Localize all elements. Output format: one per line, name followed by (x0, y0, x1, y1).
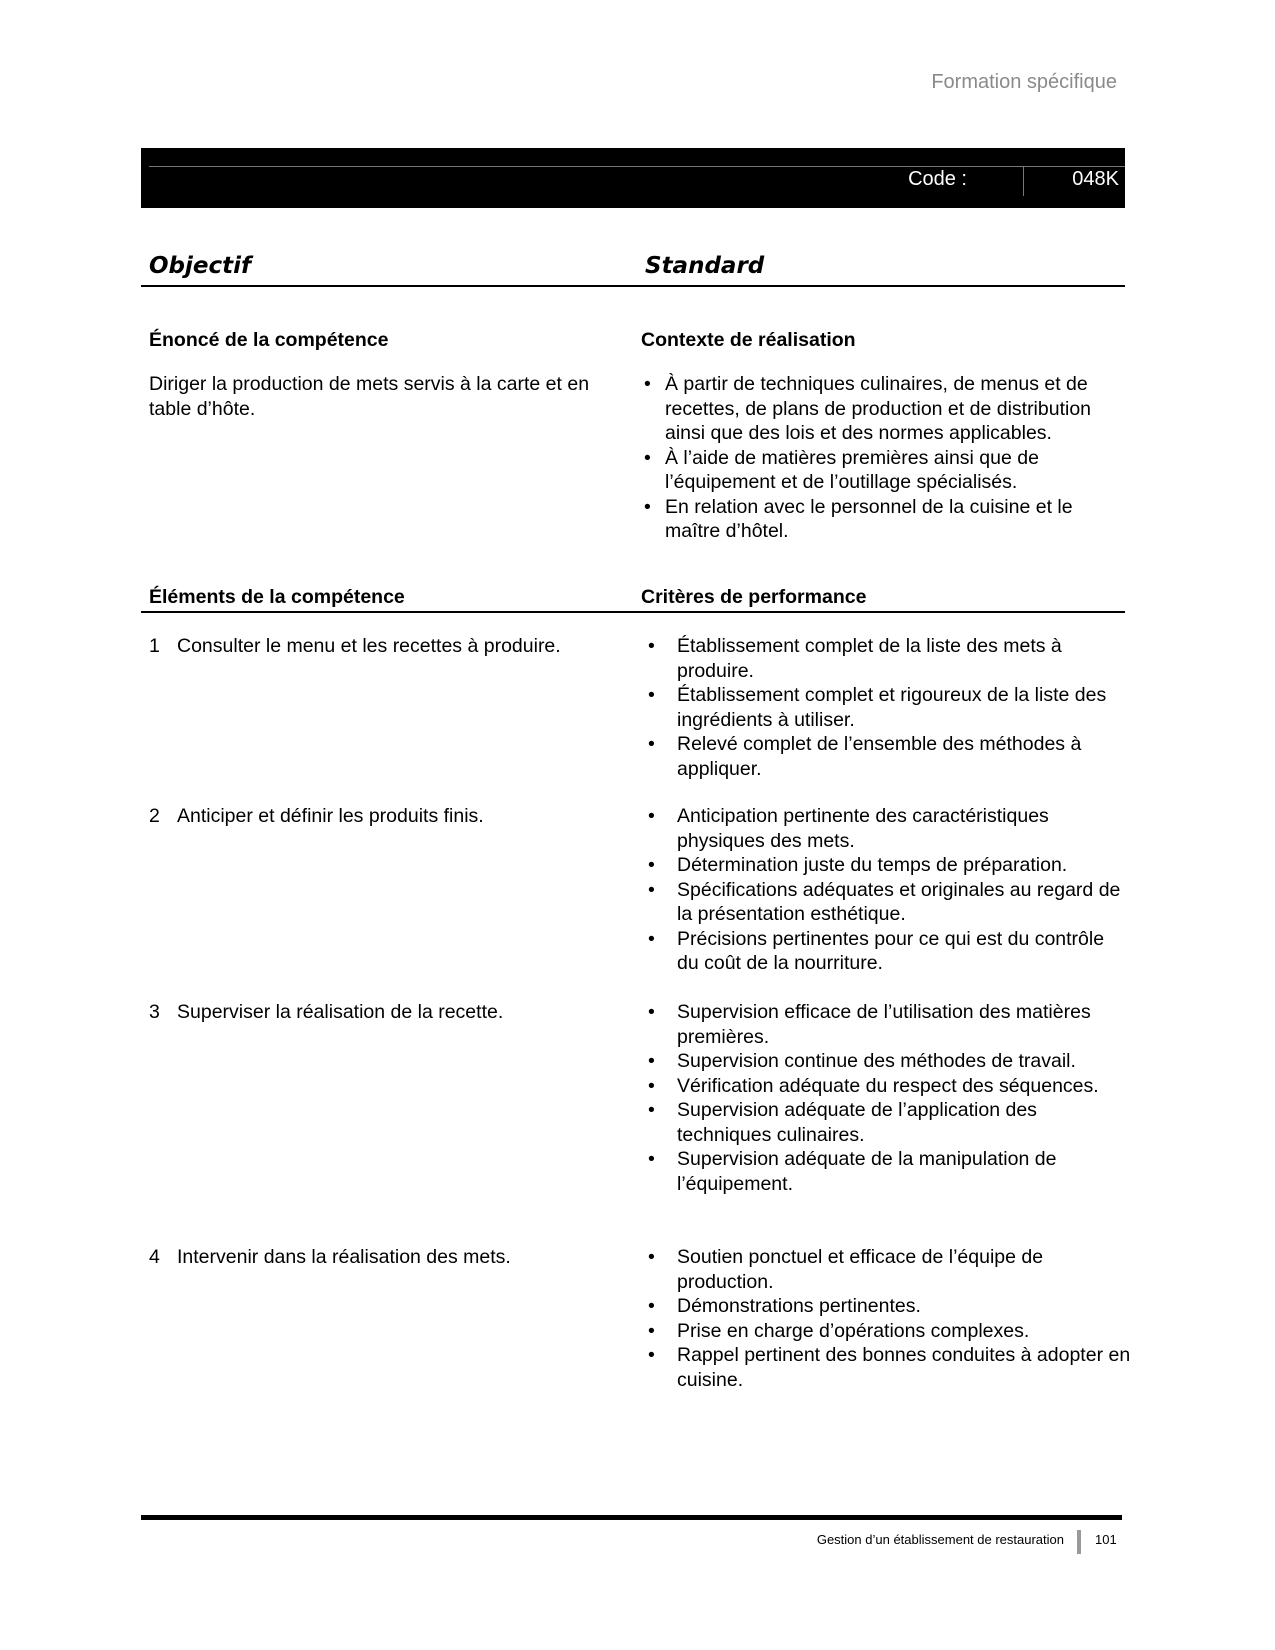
bullet-icon: • (644, 495, 651, 518)
list-item (641, 1319, 1131, 1344)
footer-rule (141, 1515, 1122, 1520)
list-item (641, 927, 1131, 976)
list-item-text: Supervision efficace de l’utilisation des matières premières. (677, 1001, 1091, 1048)
bullet-icon: • (644, 373, 651, 395)
section-rule (141, 611, 1125, 613)
list-item (641, 683, 1131, 732)
element-number: 2 (149, 805, 160, 827)
footer-separator (1077, 1530, 1081, 1554)
criteria-list (641, 1245, 1131, 1392)
list-item-text: En relation avec le personnel de la cuisine et le maître d’hôtel. (665, 495, 1073, 542)
objectif-title: Objectif (149, 253, 252, 279)
contexte-heading: Contexte de réalisation (641, 329, 856, 351)
list-item (641, 1074, 1131, 1099)
element-text: Superviser la réalisation de la recette. (177, 1001, 504, 1023)
bullet-icon: • (648, 1295, 655, 1317)
bullet-icon: • (648, 1246, 655, 1268)
running-header: Formation spécifique (931, 71, 1117, 93)
bullet-icon: • (648, 733, 655, 755)
bullet-icon: • (648, 878, 655, 901)
bullet-icon: • (648, 684, 655, 706)
bullet-icon: • (648, 805, 655, 827)
criteria-list (641, 1000, 1131, 1196)
element-item (149, 1000, 629, 1025)
bullet-icon: • (648, 1099, 655, 1121)
criteres-heading: Critères de performance (641, 586, 867, 608)
banner-separator (1023, 166, 1024, 196)
element-item (149, 634, 629, 659)
list-item (641, 1147, 1131, 1196)
bullet-icon: • (648, 1148, 655, 1170)
code-label: Code : (908, 168, 967, 190)
list-item-text: Supervision adéquate de l’application des techniques culinaires. (677, 1099, 1037, 1146)
code-banner (141, 148, 1125, 208)
bullet-icon: • (648, 1074, 655, 1097)
list-item-text: Spécifications adéquates et originales au regard de la présentation esthétique. (677, 878, 1121, 925)
list-item-text: Précisions pertinentes pour ce qui est du contrôle du coût de la nourriture. (677, 927, 1105, 974)
element-text: Intervenir dans la réalisation des mets. (177, 1246, 511, 1268)
list-item (641, 1245, 1131, 1294)
list-item (644, 372, 1124, 446)
list-item (644, 446, 1124, 495)
bullet-icon: • (648, 1344, 655, 1366)
bullet-icon: • (648, 635, 655, 657)
list-item-text: Démonstrations pertinentes. (677, 1295, 921, 1317)
element-item (149, 804, 629, 829)
list-item (641, 732, 1131, 781)
contexte-list (644, 372, 1124, 544)
bullet-icon: • (644, 446, 651, 469)
list-item (644, 495, 1124, 544)
list-item-text: Supervision adéquate de la manipulation de l’équipement. (677, 1148, 1057, 1195)
list-item-text: À l’aide de matières premières ainsi que de l’équipement et de l’outillage spécialisés. (665, 446, 1039, 493)
code-value: 048K (1072, 168, 1119, 190)
list-item-text: Établissement complet et rigoureux de la liste des ingrédients à utiliser. (677, 684, 1107, 731)
list-item (641, 1098, 1131, 1147)
bullet-icon: • (648, 1050, 655, 1072)
list-item-text: Prise en charge d’opérations complexes. (677, 1319, 1030, 1342)
list-item (641, 1049, 1131, 1074)
list-item (641, 1294, 1131, 1319)
enonce-text: Diriger la production de mets servis à la carte et en table d’hôte. (149, 373, 590, 420)
list-item-text: Soutien ponctuel et efficace de l’équipe de production. (677, 1246, 1044, 1293)
list-item-text: Établissement complet de la liste des mets à produire. (677, 635, 1062, 682)
bullet-icon: • (648, 927, 655, 950)
bullet-icon: • (648, 1319, 655, 1342)
footer-title: Gestion d’un établissement de restauration (816, 1532, 1064, 1547)
list-item (641, 1000, 1131, 1049)
list-item (641, 878, 1131, 927)
criteria-list (641, 804, 1131, 976)
list-item-text: Anticipation pertinente des caractéristiques physiques des mets. (677, 805, 1049, 852)
element-text: Anticiper et définir les produits finis. (177, 805, 484, 827)
list-item (641, 1343, 1131, 1392)
list-item-text: Rappel pertinent des bonnes conduites à adopter en cuisine. (677, 1344, 1131, 1391)
list-item (641, 853, 1131, 878)
list-item (641, 804, 1131, 853)
element-number: 3 (149, 1001, 160, 1023)
standard-title: Standard (645, 253, 765, 279)
bullet-icon: • (648, 1001, 655, 1023)
list-item-text: Supervision continue des méthodes de travail. (677, 1050, 1076, 1072)
list-item-text: À partir de techniques culinaires, de menus et de recettes, de plans de production et de distribution ainsi que des lois et des normes applicables. (665, 373, 1092, 444)
list-item-text: Vérification adéquate du respect des séquences. (677, 1074, 1099, 1097)
element-text: Consulter le menu et les recettes à produire. (177, 635, 561, 657)
section-rule (141, 285, 1125, 287)
list-item-text: Détermination juste du temps de préparation. (677, 854, 1068, 876)
element-item (149, 1245, 629, 1270)
criteria-list (641, 634, 1131, 781)
element-number: 4 (149, 1246, 160, 1268)
banner-rule (149, 166, 1125, 167)
list-item (641, 634, 1131, 683)
page-number: 101 (1095, 1532, 1117, 1547)
bullet-icon: • (648, 854, 655, 876)
list-item-text: Relevé complet de l’ensemble des méthodes à appliquer. (677, 733, 1082, 780)
elements-heading: Éléments de la compétence (149, 586, 405, 608)
enonce-heading: Énoncé de la compétence (149, 329, 389, 351)
element-number: 1 (149, 635, 160, 657)
